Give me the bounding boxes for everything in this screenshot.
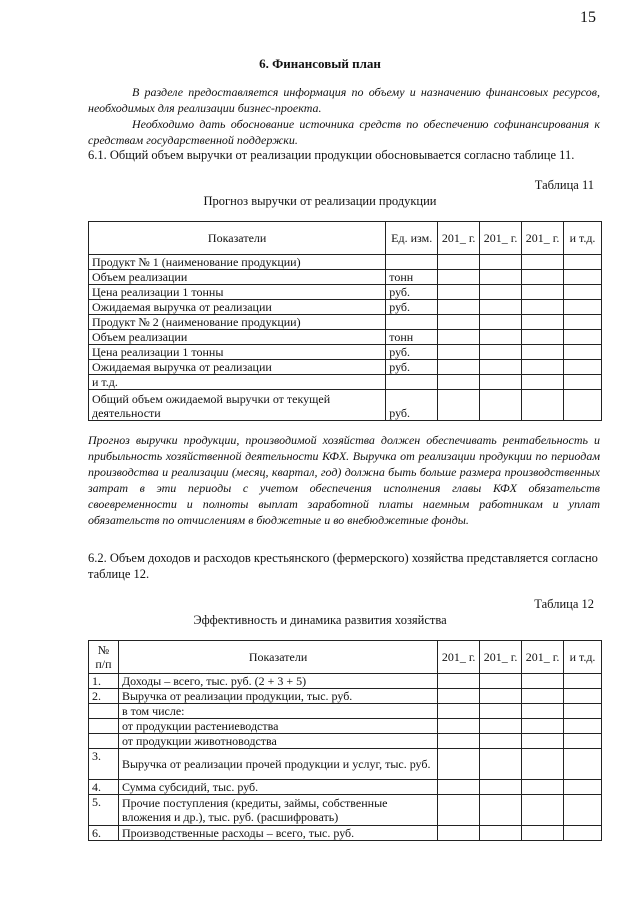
row-unit: руб. (386, 345, 438, 360)
table-row (89, 674, 602, 689)
cell (438, 826, 480, 841)
table-header-row (89, 222, 602, 255)
row-num (89, 719, 119, 734)
revenue-forecast-table (88, 221, 602, 421)
row-indicator: Общий объем ожидаемой выручки от текущей деятельности (89, 390, 386, 421)
row-unit (386, 375, 438, 390)
row-indicator: в том числе: (118, 704, 437, 719)
table-row (89, 330, 602, 345)
row-unit: тонн (386, 270, 438, 285)
row-indicator: Сумма субсидий, тыс. руб. (118, 780, 437, 795)
intro-paragraph-2: Необходимо дать обоснование источника средств по обеспечению софинансирования к средствам государственной поддержки. (88, 117, 600, 147)
row-unit (386, 315, 438, 330)
row-num: 4. (89, 780, 119, 795)
cell (438, 674, 480, 689)
cell (480, 345, 522, 360)
cell (438, 360, 480, 375)
cell (480, 719, 522, 734)
cell (480, 780, 522, 795)
table-row (89, 360, 602, 375)
table-12-label: Таблица 12 (534, 597, 594, 611)
cell (564, 315, 602, 330)
cell (522, 795, 564, 826)
cell (438, 734, 480, 749)
table-row (89, 689, 602, 704)
row-num: 5. (89, 795, 119, 826)
row-indicator: Цена реализации 1 тонны (89, 345, 386, 360)
cell (438, 285, 480, 300)
row-num: 3. (89, 749, 119, 780)
row-num: 2. (89, 689, 119, 704)
table-12-title: Эффективность и динамика развития хозяйства (193, 613, 447, 627)
cell (480, 300, 522, 315)
cell (564, 285, 602, 300)
row-num: 6. (89, 826, 119, 841)
header-year-2: 201_ г. (480, 641, 522, 674)
cell (522, 674, 564, 689)
page-number: 15 (580, 9, 596, 26)
header-indicator: Показатели (89, 222, 386, 255)
header-year-1: 201_ г. (438, 641, 480, 674)
row-indicator: Продукт № 2 (наименование продукции) (89, 315, 386, 330)
table-row (89, 300, 602, 315)
cell (480, 795, 522, 826)
cell (438, 390, 480, 421)
table-row (89, 285, 602, 300)
row-indicator: от продукции животноводства (118, 734, 437, 749)
cell (438, 270, 480, 285)
cell (480, 390, 522, 421)
row-indicator: Ожидаемая выручка от реализации (89, 300, 386, 315)
cell (480, 255, 522, 270)
cell (564, 270, 602, 285)
cell (522, 704, 564, 719)
table-row (89, 315, 602, 330)
table-row (89, 704, 602, 719)
cell (480, 330, 522, 345)
row-indicator: Продукт № 1 (наименование продукции) (89, 255, 386, 270)
header-year-3: 201_ г. (522, 641, 564, 674)
table-row (89, 826, 602, 841)
cell (564, 689, 602, 704)
cell (438, 300, 480, 315)
table-row (89, 734, 602, 749)
table-row (89, 719, 602, 734)
cell (522, 270, 564, 285)
table-row (89, 345, 602, 360)
row-unit: руб. (386, 285, 438, 300)
row-indicator: Доходы – всего, тыс. руб. (2 + 3 + 5) (118, 674, 437, 689)
cell (522, 390, 564, 421)
header-year-3: 201_ г. (522, 222, 564, 255)
cell (438, 255, 480, 270)
cell (522, 689, 564, 704)
cell (438, 689, 480, 704)
table-row (89, 375, 602, 390)
cell (522, 719, 564, 734)
row-indicator: Выручка от реализации прочей продукции и услуг, тыс. руб. (118, 749, 437, 780)
cell (480, 826, 522, 841)
cell (480, 734, 522, 749)
row-unit: тонн (386, 330, 438, 345)
header-indicator: Показатели (118, 641, 437, 674)
row-indicator: от продукции растениеводства (118, 719, 437, 734)
cell (480, 375, 522, 390)
paragraph-6-2: 6.2. Объем доходов и расходов крестьянского (фермерского) хозяйства представляется согласно таблице 12. (88, 551, 598, 581)
cell (438, 345, 480, 360)
cell (522, 826, 564, 841)
cell (480, 689, 522, 704)
revenue-note: Прогноз выручки продукции, производимой хозяйства должен обеспечивать рентабельность и прибыльность хозяйственной деятельности КФХ. Выручка от реализации продукции по периодам производства и реализации (месяц, квартал, год) должна быть больше размера производственных затрат в эти периоды с учетом обеспечения исполнения главы КФХ обязательств своевременности и полноты выплат заработной платы наемным работникам и уплат обязательств по отчислениям в бюджетные и во внебюджетные фонды. (88, 433, 600, 527)
cell (480, 315, 522, 330)
header-year-1: 201_ г. (438, 222, 480, 255)
cell (438, 749, 480, 780)
cell (564, 390, 602, 421)
cell (564, 674, 602, 689)
cell (564, 719, 602, 734)
cell (480, 674, 522, 689)
farm-efficiency-table (88, 640, 602, 841)
intro-paragraph-1: В разделе предоставляется информация по объему и назначению финансовых ресурсов, необходимых для реализации бизнес-проекта. (88, 85, 600, 115)
cell (480, 285, 522, 300)
cell (522, 734, 564, 749)
table-row (89, 780, 602, 795)
cell (480, 360, 522, 375)
header-num: № п/п (89, 641, 119, 674)
table-row (89, 270, 602, 285)
table-11-title: Прогноз выручки от реализации продукции (203, 194, 437, 208)
row-indicator: Объем реализации (89, 330, 386, 345)
row-indicator: Ожидаемая выручка от реализации (89, 360, 386, 375)
row-indicator: Производственные расходы – всего, тыс. руб. (118, 826, 437, 841)
cell (522, 255, 564, 270)
row-num: 1. (89, 674, 119, 689)
table-11-label: Таблица 11 (534, 178, 594, 192)
row-indicator: Прочие поступления (кредиты, займы, собственные вложения и др.), тыс. руб. (расшифровать) (118, 795, 437, 826)
cell (564, 749, 602, 780)
row-unit (386, 255, 438, 270)
row-num (89, 704, 119, 719)
cell (564, 375, 602, 390)
cell (522, 360, 564, 375)
row-indicator: Выручка от реализации продукции, тыс. руб. (118, 689, 437, 704)
table-row (89, 390, 602, 421)
row-indicator: Объем реализации (89, 270, 386, 285)
cell (564, 255, 602, 270)
header-etc: и т.д. (564, 641, 602, 674)
row-indicator: Цена реализации 1 тонны (89, 285, 386, 300)
cell (522, 300, 564, 315)
paragraph-6-1: 6.1. Общий объем выручки от реализации продукции обосновывается согласно таблице 11. (88, 148, 575, 162)
cell (438, 780, 480, 795)
cell (522, 345, 564, 360)
header-etc: и т.д. (564, 222, 602, 255)
cell (564, 704, 602, 719)
cell (438, 719, 480, 734)
cell (522, 375, 564, 390)
table-row (89, 255, 602, 270)
row-unit: руб. (386, 360, 438, 375)
cell (438, 315, 480, 330)
cell (522, 749, 564, 780)
cell (438, 375, 480, 390)
table-header-row (89, 641, 602, 674)
cell (522, 330, 564, 345)
cell (480, 704, 522, 719)
cell (438, 704, 480, 719)
cell (438, 795, 480, 826)
cell (564, 795, 602, 826)
header-unit: Ед. изм. (386, 222, 438, 255)
cell (522, 285, 564, 300)
cell (522, 780, 564, 795)
section-title: 6. Финансовый план (259, 56, 381, 71)
cell (480, 749, 522, 780)
cell (564, 780, 602, 795)
cell (564, 826, 602, 841)
cell (564, 345, 602, 360)
row-num (89, 734, 119, 749)
cell (564, 300, 602, 315)
cell (438, 330, 480, 345)
cell (564, 360, 602, 375)
table-row (89, 795, 602, 826)
row-unit: руб. (386, 300, 438, 315)
cell (480, 270, 522, 285)
row-unit: руб. (386, 390, 438, 421)
cell (564, 734, 602, 749)
table-row (89, 749, 602, 780)
cell (522, 315, 564, 330)
row-indicator: и т.д. (89, 375, 386, 390)
cell (564, 330, 602, 345)
header-year-2: 201_ г. (480, 222, 522, 255)
